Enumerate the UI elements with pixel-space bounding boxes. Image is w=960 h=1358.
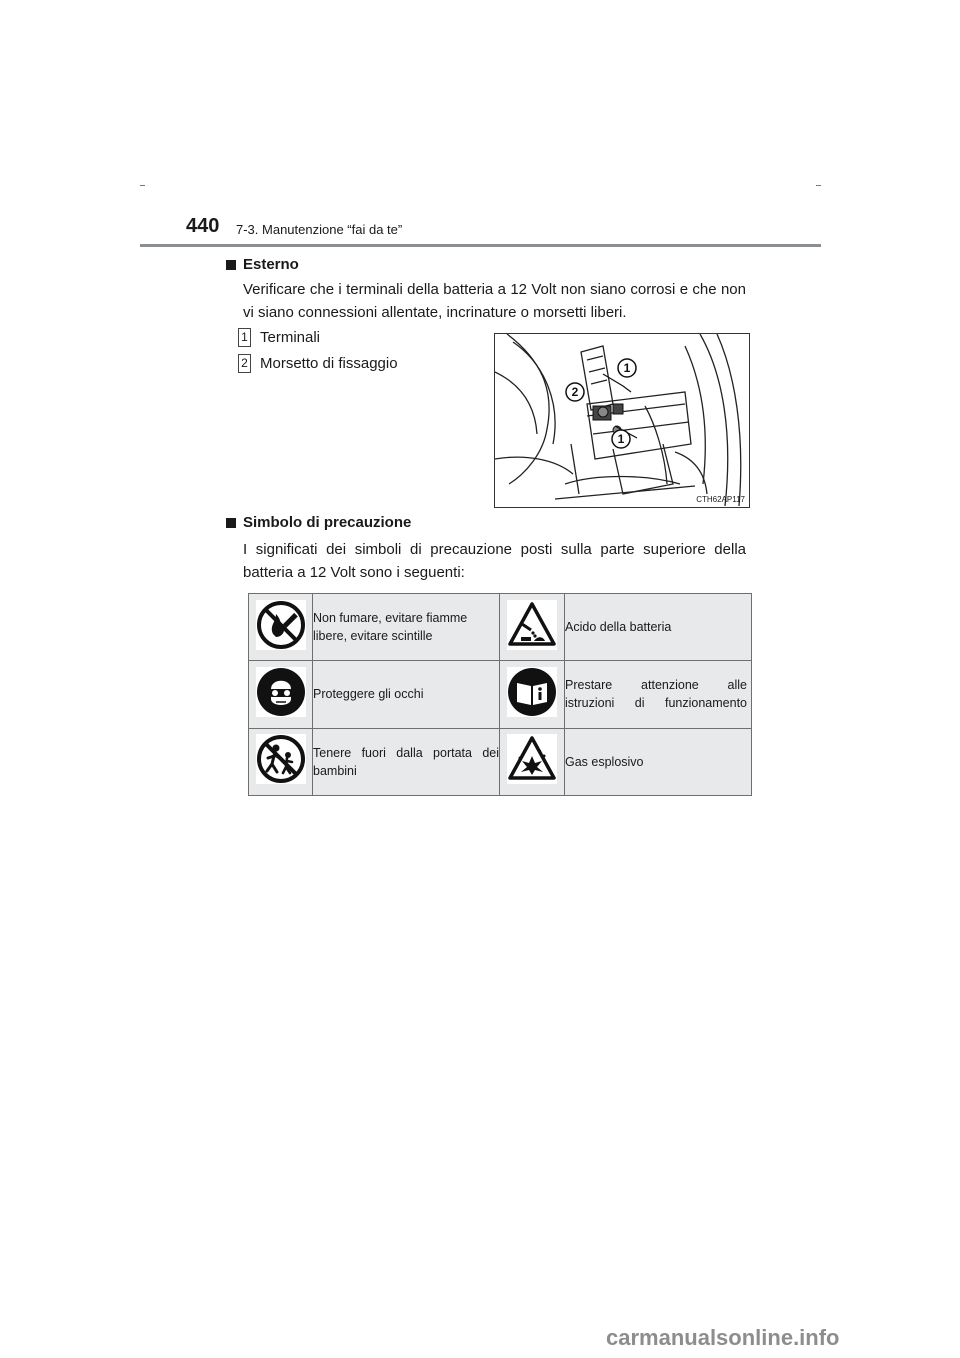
read-instructions-icon (507, 667, 557, 717)
keep-away-children-icon (256, 734, 306, 784)
table-row (249, 728, 752, 795)
precauzione-heading-text: Simbolo di precauzione (243, 514, 412, 531)
battery-acid-icon (507, 600, 557, 650)
callout-2: 2 (571, 385, 579, 399)
symbol-description: Non fumare, evitare fiamme libere, evitare scintille (313, 594, 500, 661)
symbol-description: Acido della batteria (565, 594, 752, 661)
header-divider (140, 244, 821, 247)
icon-cell (249, 728, 313, 795)
section-title: 7-3. Manutenzione “fai da te” (236, 222, 403, 237)
table-row (249, 661, 752, 728)
square-bullet-icon (226, 518, 236, 528)
table-row (249, 594, 752, 661)
icon-cell (500, 594, 565, 661)
no-smoking-icon (256, 600, 306, 650)
symbol-description: Gas esplosivo (565, 728, 752, 795)
esterno-heading (226, 256, 299, 273)
symbol-description-cell (313, 728, 500, 795)
crop-mark-right (816, 185, 821, 186)
watermark: carmanualsonline.info (606, 1325, 840, 1350)
crop-mark-left (140, 185, 145, 186)
symbol-description: Prestare attenzione alle istruzioni di funzionamento (565, 678, 747, 711)
caution-symbols-table (248, 593, 752, 796)
legend-label: Morsetto di fissaggio (260, 355, 398, 372)
precauzione-paragraph: I significati dei simboli di precauzione posti sulla parte superiore della batteria a 12 Volt sono i seguenti: (243, 541, 746, 581)
figure-code: CTH62AP117 (696, 495, 745, 504)
symbol-description: Proteggere gli occhi (313, 661, 500, 728)
callout-number: 2 (238, 354, 251, 373)
precauzione-heading (226, 514, 411, 531)
legend-item-terminali (238, 328, 320, 347)
page-number: 440 (186, 215, 220, 237)
esterno-heading-text: Esterno (243, 256, 299, 273)
battery-drawing (495, 334, 749, 507)
esterno-paragraph: Verificare che i terminali della batteria a 12 Volt non siano corrosi e che non vi siano connessioni allentate, incrinature o morsetti liberi. (243, 281, 746, 321)
icon-cell (500, 728, 565, 795)
icon-cell (500, 661, 565, 728)
symbol-description-cell (565, 661, 752, 728)
callout-number: 1 (238, 328, 251, 347)
symbol-description: Tenere fuori dalla portata dei bambini (313, 745, 499, 778)
icon-cell (249, 661, 313, 728)
legend-label: Terminali (260, 329, 321, 346)
explosive-gas-icon (507, 734, 557, 784)
eye-protection-icon (256, 667, 306, 717)
callout-1-top: 1 (623, 361, 631, 375)
battery-illustration (494, 333, 750, 508)
icon-cell (249, 594, 313, 661)
callout-1-bottom: 1 (617, 432, 625, 446)
legend-item-morsetto (238, 354, 398, 373)
square-bullet-icon (226, 260, 236, 270)
